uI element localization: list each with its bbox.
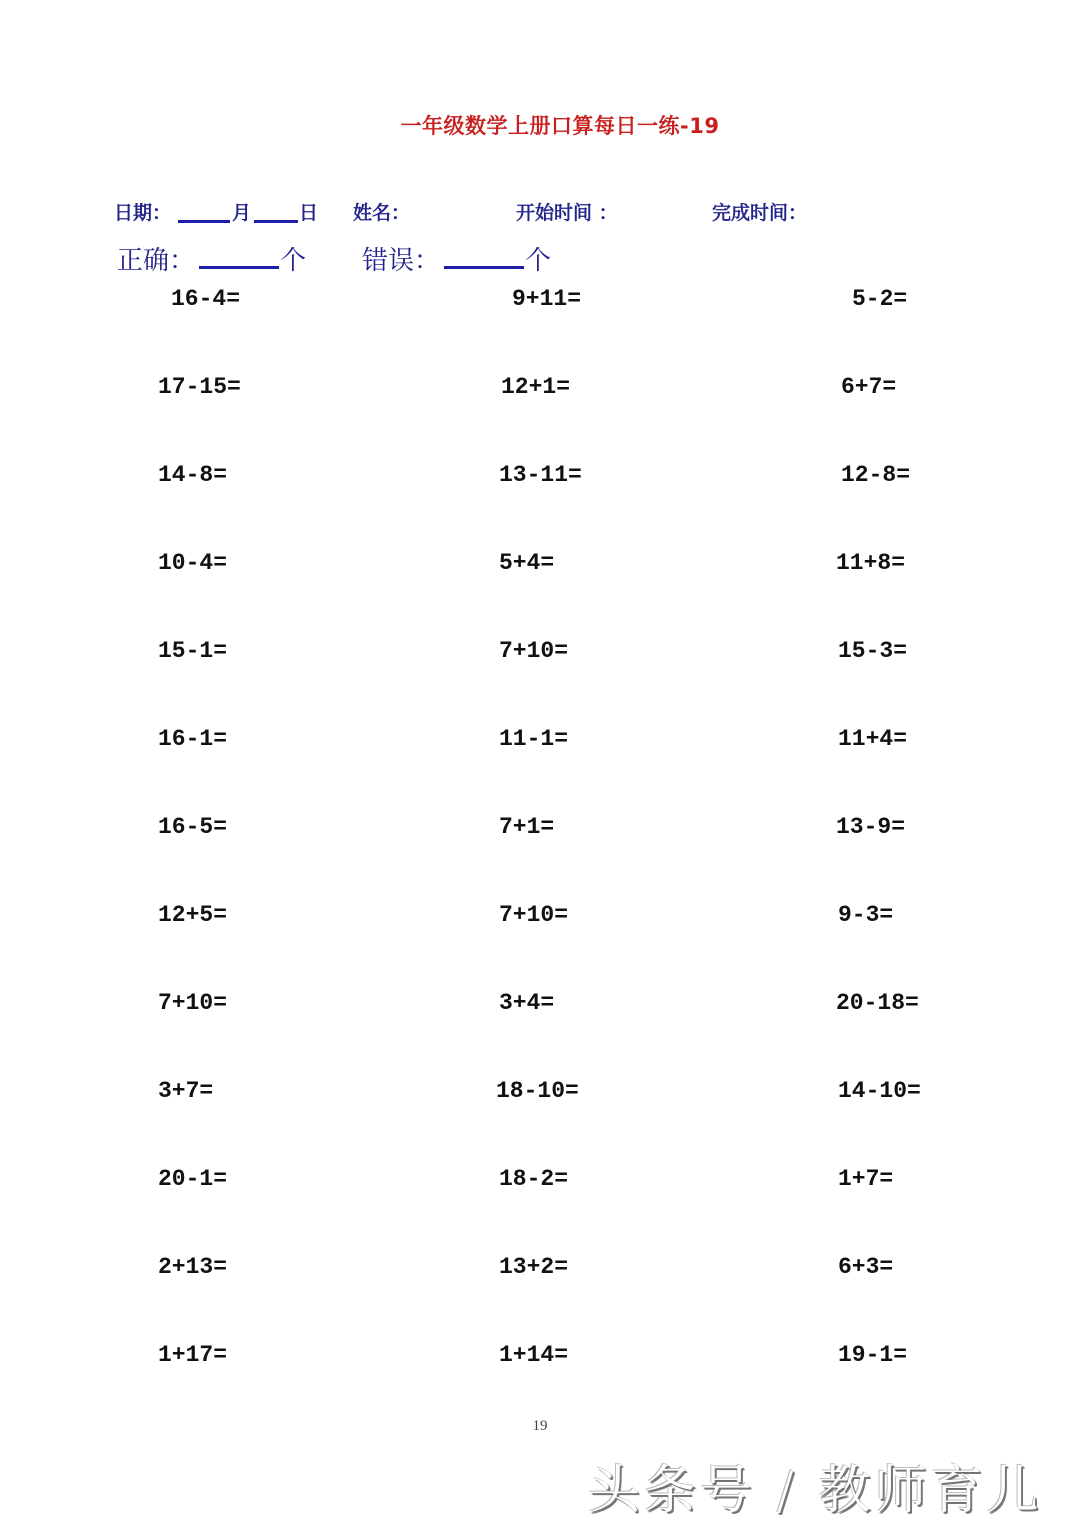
problem: 14-10=	[838, 1078, 921, 1104]
problem: 5-2=	[852, 286, 908, 312]
name-label: 姓名：	[353, 202, 411, 224]
worksheet-title: 一年级数学上册口算每日一练-19	[400, 114, 720, 138]
problem: 13+2=	[499, 1254, 569, 1280]
problem: 18-2=	[499, 1166, 569, 1192]
problem: 1+14=	[499, 1342, 569, 1368]
watermark: 头条号 / 教师育儿	[588, 1461, 1043, 1521]
problem: 14-8=	[158, 462, 228, 488]
problem: 10-4=	[158, 550, 228, 576]
problem: 20-18=	[836, 990, 919, 1016]
problem: 11+8=	[836, 550, 906, 576]
problem: 12+1=	[501, 374, 571, 400]
problem: 16-5=	[158, 814, 228, 840]
correct-label: 正确：	[117, 246, 196, 276]
problem: 15-1=	[158, 638, 228, 664]
problem: 11-1=	[499, 726, 569, 752]
date-label: 日期：	[114, 202, 172, 224]
problem: 11+4=	[838, 726, 908, 752]
problem: 7+10=	[499, 902, 569, 928]
problem: 18-10=	[496, 1078, 579, 1104]
problem: 19-1=	[838, 1342, 908, 1368]
problem: 20-1=	[158, 1166, 228, 1192]
problem: 13-9=	[836, 814, 906, 840]
problem: 2+13=	[158, 1254, 228, 1280]
problem: 7+10=	[499, 638, 569, 664]
problem: 6+7=	[841, 374, 897, 400]
problem: 13-11=	[499, 462, 582, 488]
problem: 9-3=	[838, 902, 894, 928]
problem: 9+11=	[512, 286, 582, 312]
problem: 17-15=	[158, 374, 241, 400]
problem: 3+4=	[499, 990, 555, 1016]
problem: 12+5=	[158, 902, 228, 928]
problem: 7+10=	[158, 990, 228, 1016]
problem: 7+1=	[499, 814, 555, 840]
problem: 15-3=	[838, 638, 908, 664]
problem: 3+7=	[158, 1078, 214, 1104]
problem: 5+4=	[499, 550, 555, 576]
problem: 1+17=	[158, 1342, 228, 1368]
problem: 16-1=	[158, 726, 228, 752]
month-label: 月	[232, 202, 252, 224]
wrong-label: 错误：	[362, 246, 441, 276]
problem: 12-8=	[841, 462, 911, 488]
wrong-unit: 个	[525, 246, 552, 276]
start-time-label: 开始时间 ：	[516, 202, 618, 224]
problem: 16-4=	[171, 286, 241, 312]
page-number: 19	[532, 1418, 548, 1434]
day-label: 日	[299, 202, 319, 224]
end-time-label: 完成时间：	[712, 202, 808, 224]
problem: 1+7=	[838, 1166, 894, 1192]
correct-unit: 个	[280, 246, 307, 276]
problem: 6+3=	[838, 1254, 894, 1280]
